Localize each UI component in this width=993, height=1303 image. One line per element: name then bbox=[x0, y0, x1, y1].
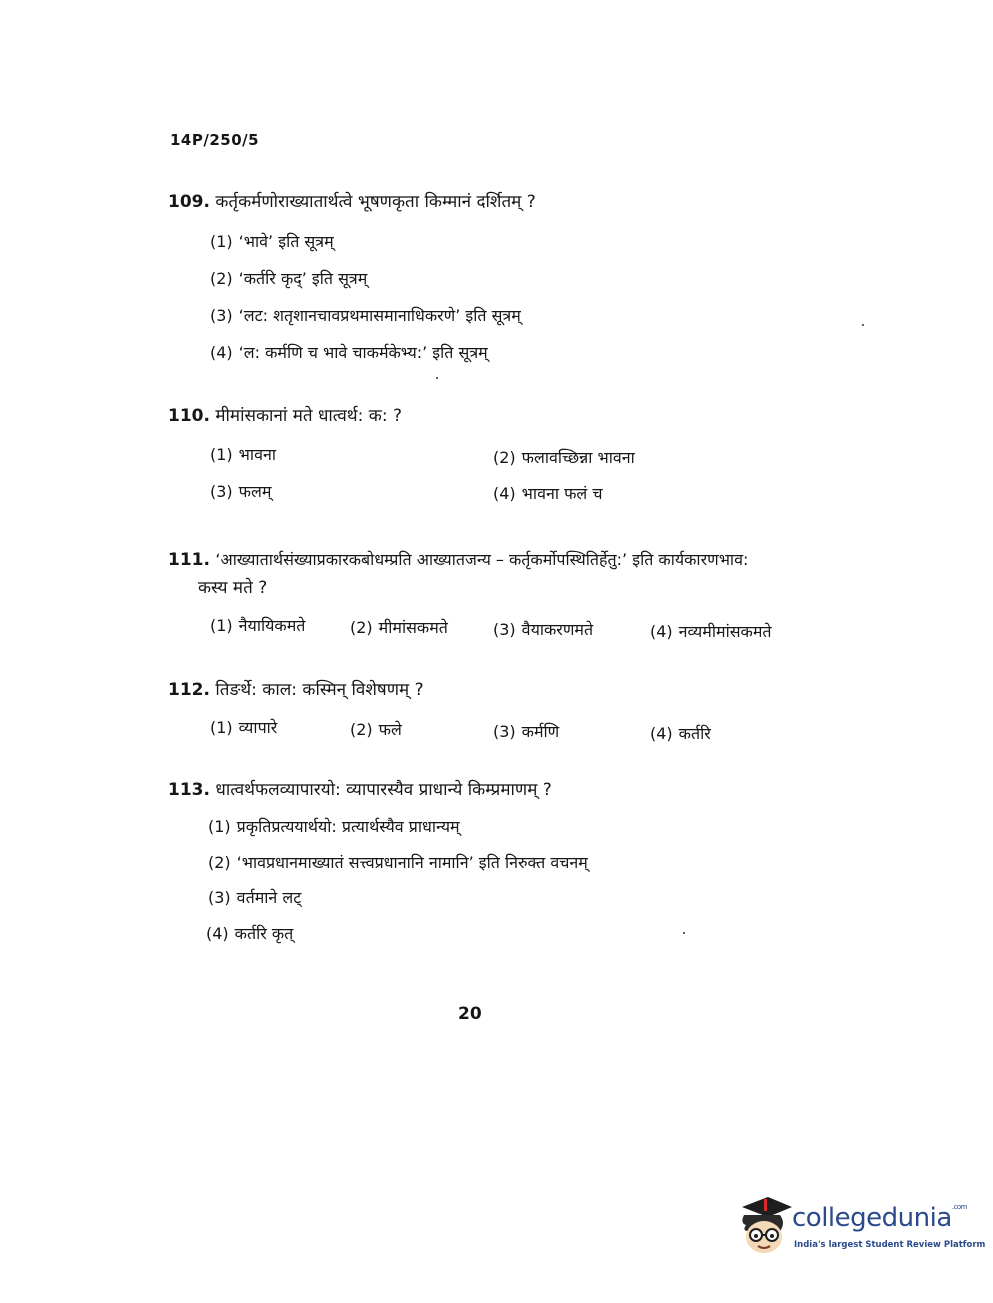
option: (2) मीमांसकमते bbox=[350, 618, 448, 637]
option: (1) ‘भावे’ इति सूत्रम् bbox=[210, 232, 334, 251]
option: (2) ‘भावप्रधानमाख्यातं सत्त्वप्रधानानि नामानि’ इति निरुक्त वचनम् bbox=[208, 853, 588, 872]
question-stem: धात्वर्थफलव्यापारयो: व्यापारस्यैव प्राधान्ये किम्प्रमाणम् ? bbox=[215, 780, 552, 800]
collegedunia-watermark bbox=[734, 1193, 986, 1263]
option-text: वर्तमाने लट् bbox=[236, 888, 302, 907]
mascot-icon bbox=[734, 1193, 794, 1263]
option: (3) ‘लट: शतृशानचावप्रथमासमानाधिकरणे’ इति सूत्रम् bbox=[210, 306, 521, 325]
option-text: फलावच्छिन्ना भावना bbox=[521, 448, 635, 467]
option-text: भावना फलं च bbox=[521, 484, 603, 503]
option-text: वैयाकरणमते bbox=[521, 620, 594, 639]
option-text: व्यापारे bbox=[238, 718, 278, 737]
option-text: कर्तरि bbox=[678, 724, 711, 743]
option: (4) नव्यमीमांसकमते bbox=[650, 622, 772, 641]
option-text: फले bbox=[378, 720, 402, 739]
question-stem: मीमांसकानां मते धात्वर्थ: क: ? bbox=[215, 406, 402, 426]
option: (4) कर्तरि कृत् bbox=[206, 924, 294, 943]
option: (2) फले bbox=[350, 720, 402, 739]
question-stem: कर्तृकर्मणोराख्यातार्थत्वे भूषणकृता किम्मानं दर्शितम् ? bbox=[215, 192, 536, 212]
option-text: मीमांसकमते bbox=[378, 618, 448, 637]
option: (4) भावना फलं च bbox=[493, 484, 603, 503]
option-text: ‘भावे’ इति सूत्रम् bbox=[238, 232, 334, 251]
option: (2) ‘कर्तरि कृद्’ इति सूत्रम् bbox=[210, 269, 368, 288]
option-text: फलम् bbox=[238, 482, 272, 501]
question-113 bbox=[168, 776, 808, 804]
option: (1) प्रकृतिप्रत्ययार्थयो: प्रत्यार्थस्यैव प्राधान्यम् bbox=[208, 817, 460, 836]
option-text: ‘लट: शतृशानचावप्रथमासमानाधिकरणे’ इति सूत्रम् bbox=[238, 306, 521, 325]
option-text: कर्तरि कृत् bbox=[234, 924, 294, 943]
option-text: कर्मणि bbox=[521, 722, 560, 741]
option-text: ‘ल: कर्मणि च भावे चाकर्मकेभ्य:’ इति सूत्रम् bbox=[238, 343, 488, 362]
page-number: 20 bbox=[458, 1004, 482, 1024]
paper-code: 14P/250/5 bbox=[170, 131, 260, 149]
option-text: नैयायिकमते bbox=[238, 616, 306, 635]
question-112 bbox=[168, 676, 808, 704]
brand-suffix: .com bbox=[951, 1203, 967, 1211]
question-stem: तिङर्थे: काल: कस्मिन् विशेषणम् ? bbox=[215, 680, 424, 700]
option: (2) फलावच्छिन्ना भावना bbox=[493, 448, 635, 467]
question-number: 113. bbox=[168, 780, 210, 800]
option-text: नव्यमीमांसकमते bbox=[678, 622, 772, 641]
option: (3) फलम् bbox=[210, 482, 272, 501]
question-110 bbox=[168, 402, 808, 430]
question-111 bbox=[168, 546, 818, 602]
option-text: ‘भावप्रधानमाख्यातं सत्त्वप्रधानानि नामानि’ इति निरुक्त वचनम् bbox=[236, 853, 588, 872]
option: (1) व्यापारे bbox=[210, 718, 278, 737]
option: (3) वर्तमाने लट् bbox=[208, 888, 302, 907]
question-stem: ‘आख्यातार्थसंख्याप्रकारकबोधम्प्रति आख्यातजन्य – कर्तृकर्मोपस्थितिर्हेतु:’ इति कार्यकारणभाव: bbox=[215, 550, 749, 569]
question-number: 110. bbox=[168, 406, 210, 426]
question-109 bbox=[168, 188, 808, 216]
scan-speck bbox=[436, 377, 438, 379]
option-text: भावना bbox=[238, 445, 276, 464]
brand-tagline: India's largest Student Review Platform bbox=[794, 1240, 986, 1250]
option: (3) कर्मणि bbox=[493, 722, 560, 741]
question-number: 109. bbox=[168, 192, 210, 212]
option-text: ‘कर्तरि कृद्’ इति सूत्रम् bbox=[238, 269, 368, 288]
option: (4) ‘ल: कर्मणि च भावे चाकर्मकेभ्य:’ इति सूत्रम् bbox=[210, 343, 488, 362]
option: (4) कर्तरि bbox=[650, 724, 711, 743]
brand-name: collegedunia$^{.com}$ bbox=[792, 1203, 967, 1233]
scan-speck bbox=[862, 324, 864, 326]
option: (1) नैयायिकमते bbox=[210, 616, 306, 635]
option: (1) भावना bbox=[210, 445, 276, 464]
question-number: 111. bbox=[168, 550, 210, 570]
question-number: 112. bbox=[168, 680, 210, 700]
scan-speck bbox=[683, 932, 685, 934]
option: (3) वैयाकरणमते bbox=[493, 620, 594, 639]
option-text: प्रकृतिप्रत्ययार्थयो: प्रत्यार्थस्यैव प्राधान्यम् bbox=[236, 817, 460, 836]
question-stem-continued: कस्य मते ? bbox=[198, 578, 268, 598]
